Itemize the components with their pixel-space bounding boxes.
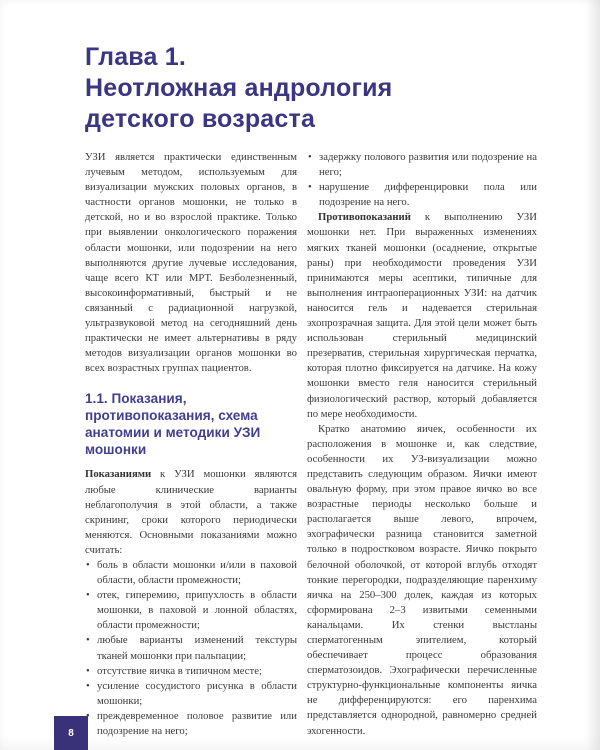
chapter-title-line: Глава 1. xyxy=(85,43,187,71)
section-heading: 1.1. Показания, противопоказания, схема анатомии и методики УЗИ мошонки xyxy=(85,391,261,458)
indications-list-continued xyxy=(307,150,537,210)
contraindications-lead-word: Противопоказаний xyxy=(318,211,411,224)
contraindications-paragraph xyxy=(307,210,537,421)
list-item: • преждевременное половое развитие или подозрение на него; xyxy=(85,709,297,739)
indications-list xyxy=(85,558,297,739)
page-number-badge: 8 xyxy=(54,716,88,750)
anatomy-paragraph: Кратко анатомию яичек, особенности их расположения в мошонке и, как следствие, особенности их УЗ-визуализации можно представить следующим образом. Яички имеют овальную форму, при этом правое яичко во все возрастные периоды несколько больше и располагается выше левого, впрочем, эхографически разница становится заметной только в подростковом возрасте. Яичко покрыто белочной оболочкой, от которой вглубь отходят тонкие перегородки, подразделяющие паренхиму яичка на 250–300 долек, каждая из которых сформирована 2–3 извитыми семенными канальцами. Их стенки выстланы сперматогенным эпителием, который обеспечивает процесс образования сперматозоидов. Эхографически перечисленные структурно-функциональные компоненты яичка не дифференцируются: его паренхима представляется однородной, равномерно средней эхогенности. xyxy=(307,422,537,737)
contraindications-text: к выполнению УЗИ мошонки нет. При выраженных изменениях мягких тканей мошонки (осаднение, открытые раны) при необходимости проведения УЗИ принимаются меры асептики, типичные для выполнения интраоперационных УЗИ: на датчик наносится гель и надевается стерильная эхопрозрачная защита. Для этой цели может быть использован стерильный медицинский презерватив, стерильная хирургическая перчатка, которая плотно фиксируется на датчике. На кожу мошонки вместо геля наносится стерильный физиологический раствор, который добавляется по мере необходимости. xyxy=(307,211,537,420)
intro-paragraph: УЗИ является практически единственным лучевым методом, используемым для визуализации мужских половых органов, в частности органов мошонки, не только в детской, но и во взрослой практике. Только при выявлении онкологического поражения области мошонки, или подозрении на него выполняются другие лучевые исследования, чаще всего КТ или МРТ. Безболезненный, высокоинформативный, быстрый и не связанный с радиационной нагрузкой, ультразвуковой метод на сегодняшний день практически не имеет альтернативы в ряду методов визуализации органов мошонки во всех возрастных группах пациентов. xyxy=(85,151,297,375)
page-edge-shadow xyxy=(586,0,600,750)
list-item: • задержку полового развития или подозрение на него; xyxy=(307,150,537,180)
list-item: • любые варианты изменений текстуры тканей мошонки при пальпации; xyxy=(85,633,297,663)
chapter-title-line: детского возраста xyxy=(85,105,316,133)
indications-paragraph xyxy=(85,467,297,558)
indications-text: к УЗИ мошонки являются любые клинические варианты неблагополучия в этой области, а также скрининг, сроки которого периодически меняются. Основными показаниями можно считать: xyxy=(85,468,297,556)
indications-lead-word: Показаниями xyxy=(85,468,152,481)
left-column xyxy=(85,150,297,739)
list-item: • боль в области мошонки и/или в паховой области, области промежности; xyxy=(85,558,297,588)
chapter-title-line: Неотложная андрология xyxy=(85,74,393,102)
list-item: • отсутствие яичка в типичном месте; xyxy=(85,664,297,679)
right-column xyxy=(307,150,537,739)
chapter-title xyxy=(85,42,515,135)
list-item: • нарушение дифференцировки пола или подозрение на него. xyxy=(307,180,537,210)
list-item: • усиление сосудистого рисунка в области мошонки; xyxy=(85,679,297,709)
list-item: • отек, гиперемию, припухлость в области мошонки, в паховой и лонной областях, области промежности; xyxy=(85,588,297,633)
